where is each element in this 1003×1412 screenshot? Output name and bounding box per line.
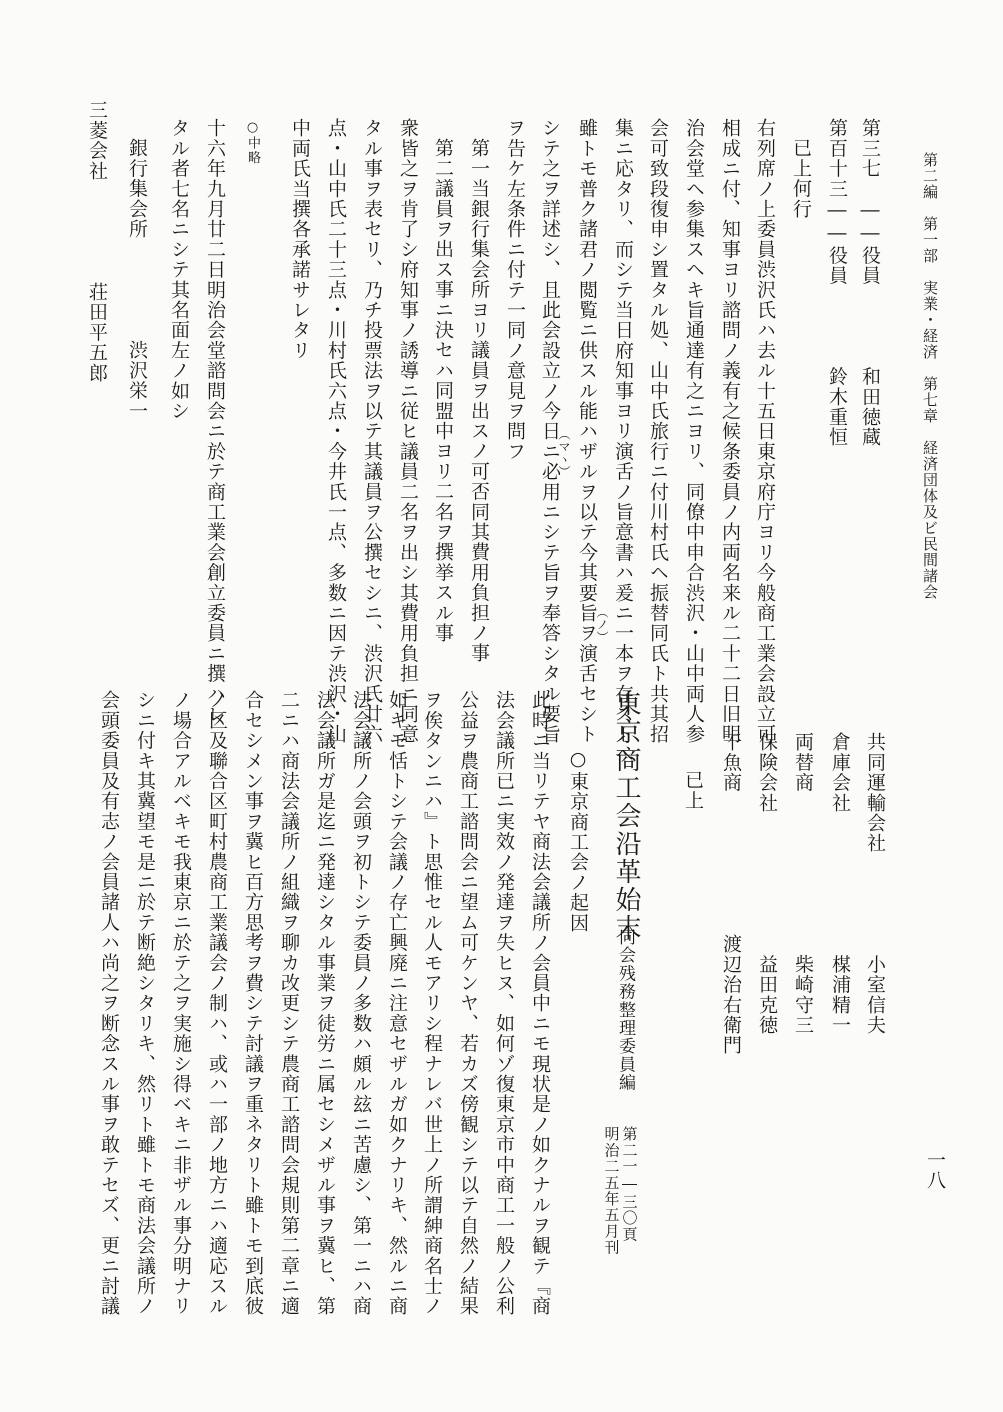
text-column: 公益ヲ農商工諮問会ニ望ム可ケンヤ、若カズ傍観シテ以テ自然ノ結果 [457, 690, 479, 1317]
ruby-annotation: （マヽ） [557, 428, 571, 478]
text-column: ノ場合アルベキモ我東京ニ於テ之ヲ実施シ得ベキニ非ザル事分明ナリ [170, 690, 192, 1317]
text-column: シニ付キ其冀望モ是ニ於テ断絶シタリキ、然リト雖トモ商法会議所ノ [134, 690, 156, 1317]
text-column: タル者七名ニシテ其名面左ノ如シ [168, 118, 190, 421]
text-column: 合セシメン事ヲ冀ヒ百方思考ヲ費シテ討議ヲ重ネタリト雖トモ到底彼 [242, 690, 264, 1317]
text-column: 会頭委員及有志ノ会員諸人ハ尚之ヲ断念スル事ヲ敢テセズ、更ニ討議 [98, 690, 120, 1317]
member-entry: 銀行集会所 渋沢栄一 [126, 138, 148, 421]
subsection-heading: ○東京商工会ノ起因 [567, 748, 589, 933]
text-column: 法会議所ガ是迄ニ発達シタル事業ヲ徒労ニ属セシメザル事ヲ冀ヒ、第 [314, 690, 336, 1317]
text-column: ヲ告ケ左条件ニ付テ一同ノ意見ヲ問フ [504, 118, 526, 462]
member-entry: 干魚商 渡辺治右衛門 [720, 732, 742, 1056]
text-column: ヲ俟タンニハ』ト思惟セル人モアリシ程ナレバ世上ノ所謂紳商名士ノ [421, 690, 443, 1317]
text-column: 衆皆之ヲ肯了シ府知事ノ誘導ニ従ヒ議員二名ヲ出シ其費用負担ニ同意 [397, 118, 419, 745]
text-column: 第二議員ヲ出ス事ニ決セハ同盟中ヨリ二名ヲ撰挙スル事 [432, 138, 454, 643]
text-column: タル事ヲ表セリ、乃チ投票法ヲ以テ其議員ヲ公撰セシニ、渋沢氏廿六 [361, 118, 383, 745]
text-column: 第一当銀行集会所ヨリ議員ヲ出スノ可否同其費用負担ノ事 [468, 138, 490, 664]
text-column: 如キモ恬トシテ会議ノ存亡興廃ニ注意セザルガ如クナリキ、然ルニ商 [386, 690, 408, 1317]
page-number: 一八 [924, 1150, 946, 1191]
member-entry: 三菱会社 荘田平五郎 [86, 100, 108, 383]
member-entry: 両替商 柴崎守三 [792, 732, 814, 1035]
text-column: 治会堂ヘ参集スヘキ旨通達有之ニヨリ、同僚中申合渋沢・山中両人参 [683, 118, 705, 745]
text-column: 中両氏当撰各承諾サレタリ [289, 118, 311, 361]
running-header: 第二編 第一部 実業・経済 第七章 経済団体及ビ民間諸会 [921, 152, 939, 600]
member-entry: 倉庫会社 楳浦精一 [829, 732, 851, 1035]
text-column: 雖トモ普ク諸君ノ閲覧ニ供スル能ハザルヲ以テ今其要旨ヲ演舌セシト [576, 118, 598, 745]
text-column: 右列席ノ上委員渋沢氏ハ去ル十五日東京府庁ヨリ今般商工業会設立可 [754, 118, 776, 745]
text-column: ノ区及聯合区町村農商工業議会ノ制ハ、或ハ一部ノ地方ニハ適応スル [206, 690, 228, 1317]
text-column: 十六年九月廿二日明治会堂諮問会ニ於テ商工業会創立委員ニ撰ハレ [204, 118, 226, 724]
text-column: 此時ニ当リテヤ商法会議所ノ会員中ニモ現状是ノ如クナルヲ観テ『商 [529, 690, 551, 1317]
text-column: 会可致段復申シ置タル処、山中氏旅行ニ付川村氏ヘ振替同氏ト共其招 [647, 118, 669, 745]
text-column: 二ニハ商法会議所ノ組織ヲ聊カ改更シテ農商工諮問会規則第二章ニ適 [278, 690, 300, 1317]
editor-credit: 同会残務整理委員編 [615, 928, 635, 1092]
citation-date: 明治二五年五月刊 [602, 1126, 621, 1256]
member-entry: 共同運輸会社 小室信夫 [864, 732, 886, 1035]
text-column: 已上何行 [790, 138, 812, 219]
text-column: 第三七 ――役員 和田徳蔵 [859, 118, 881, 448]
text-column: 集ニ応タリ、而シテ当日府知事ヨリ演舌ノ旨意書ハ爰ニ一本ヲ存ストへ [612, 118, 634, 765]
text-column: 法会議所ノ会頭ヲ初トシテ委員ノ多数ハ頗ル玆ニ苦慮シ、第一ニハ商 [350, 690, 372, 1317]
section-title: 東京商工会沿革始末 [611, 690, 641, 942]
omission-note: ○中略 [245, 120, 260, 165]
citation-pages: 第二一―三〇頁 [620, 1126, 639, 1243]
text-column: 第百十三――役員 鈴木重恒 [826, 118, 848, 448]
text-column: 点・山中氏二十三点・川村氏六点・今井氏一点、多数ニ因テ渋沢・山 [325, 118, 347, 745]
member-entry: 保険会社 益田克徳 [756, 732, 778, 1035]
end-mark: 已上 [682, 770, 704, 811]
text-column: 法会議所已ニ実效ノ発達ヲ失ヒヌ、如何ゾ復東京市中商工一般ノ公利 [493, 690, 515, 1317]
text-column: 相成ニ付、知事ヨリ諮問ノ義有之候条委員ノ内両名来ル二十二日旧明 [719, 118, 741, 745]
text-column: シテ之ヲ詳述シ、且此会設立ノ今日ニ必用ニシテ旨ヲ奉答シタル要旨 [539, 118, 561, 745]
ruby-annotation: （ノ） [595, 606, 609, 644]
